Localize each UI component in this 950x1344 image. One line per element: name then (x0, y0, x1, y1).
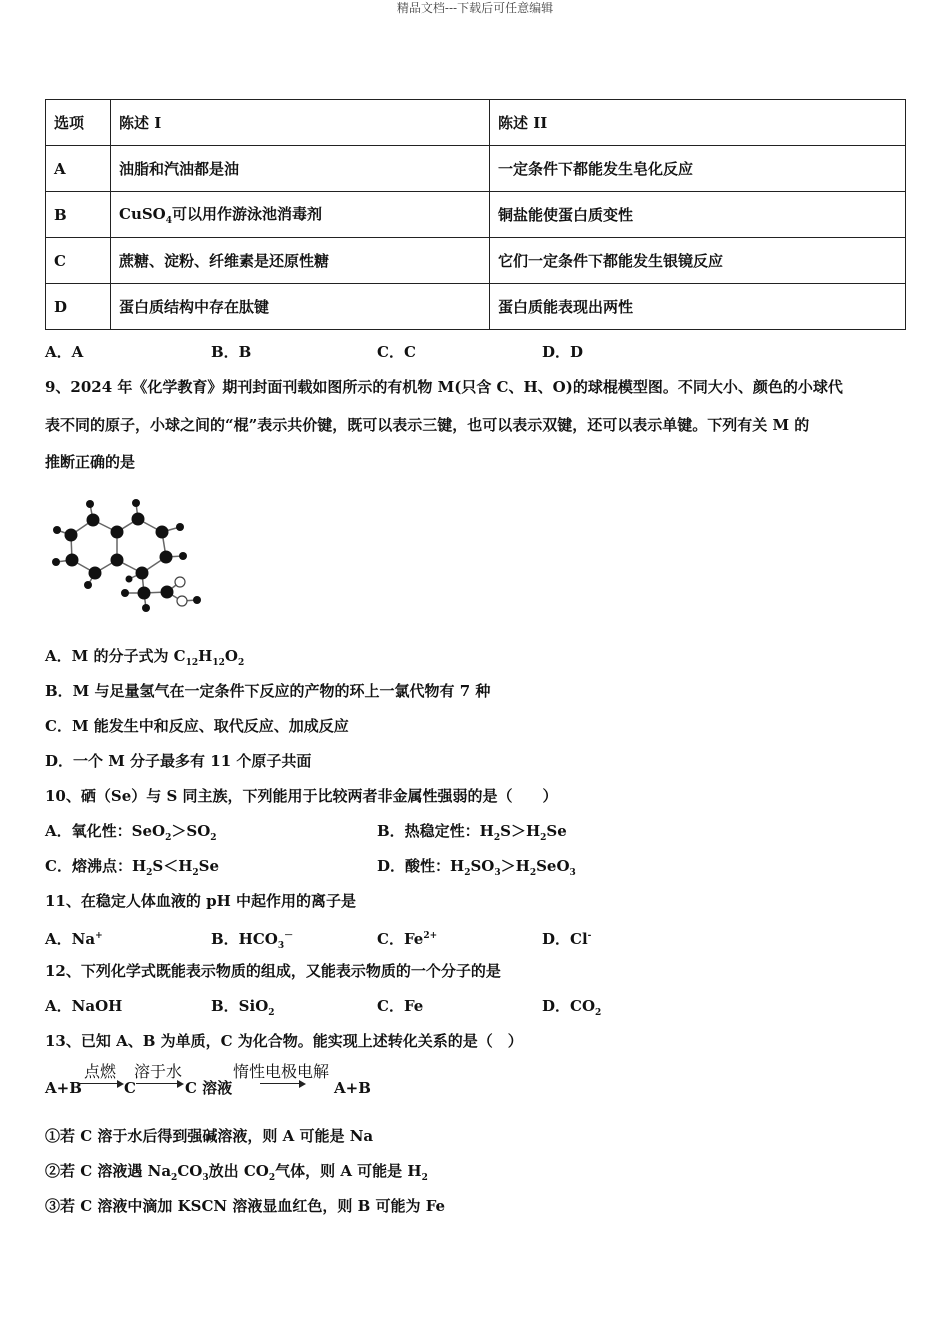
row-statement-1: CuSO$_4$可以用作游泳池消毒剂 (111, 192, 490, 238)
regenerated-ab: A+B (334, 1079, 371, 1097)
row-key: A (46, 146, 111, 192)
q10-option-c: C．熔沸点：$H_2S<H_2Se$ (45, 857, 220, 878)
arrow-label-dissolve: 溶于水 (134, 1062, 183, 1081)
q8-table (45, 99, 906, 330)
row-statement-2: 蛋白质能表现出两性 (490, 284, 906, 330)
q13-statement-1: ①若 C 溶于水后得到强碱溶液，则 A 可能是 Na (45, 1127, 374, 1145)
row-key: D (46, 284, 111, 330)
q8-option-d: D．D (542, 343, 584, 361)
arrow-label-electrolysis: 惰性电极电解 (233, 1062, 330, 1081)
q12-option-b: B．SiO$_2$ (211, 997, 275, 1018)
q8-option-b: B．B (211, 343, 252, 361)
row-statement-2: 一定条件下都能发生皂化反应 (490, 146, 906, 192)
q12-option-d: D．$CO_2$ (542, 997, 602, 1018)
table-header-row (46, 100, 906, 146)
q9-option-c: C．M 能发生中和反应、取代反应、加成反应 (45, 717, 349, 735)
table-row (46, 146, 906, 192)
q11-stem: 11、在稳定人体血液的 pH 中起作用的离子是 (45, 892, 356, 910)
q9-stem-line-3: 推断正确的是 (45, 453, 136, 471)
q9-option-a: A．M 的分子式为 $C_{12}H_{12}O_2$ (45, 647, 245, 668)
reactant-ab: A+B (45, 1079, 82, 1097)
q10-stem: 10、硒（Se）与 S 同主族，下列能用于比较两者非金属性强弱的是（ ） (45, 787, 558, 805)
q9-option-d: D．一个 M 分子最多有 11 个原子共面 (45, 752, 312, 770)
arrow-3 (260, 1083, 304, 1084)
arrow-1 (78, 1083, 122, 1084)
header-statement-1: 陈述 I (111, 100, 490, 146)
q8-option-c: C．C (377, 343, 416, 361)
q9-stem-line-2: 表不同的原子，小球之间的“棍”表示共价键，既可以表示三键，也可以表示双键，还可以表示单键。下列有关 M 的 (45, 416, 810, 434)
q8-option-a: A．A (45, 343, 84, 361)
arrow-label-ignite: 点燃 (84, 1062, 117, 1081)
q12-option-a: A．NaOH (45, 997, 123, 1015)
row-statement-1: 蔗糖、淀粉、纤维素是还原性糖 (111, 238, 490, 284)
row-statement-2: 铜盐能使蛋白质变性 (490, 192, 906, 238)
q13-statement-3: ③若 C 溶液中滴加 KSCN 溶液显血红色，则 B 可能为 Fe (45, 1197, 446, 1215)
table-row (46, 238, 906, 284)
q10-option-d: D．酸性：$H_2SO_3>H_2SeO_3$ (377, 857, 576, 878)
q11-option-a: A．Na+ (45, 930, 103, 948)
product-c: C (124, 1079, 136, 1097)
q11-option-b: B．$HCO_3^-$ (211, 930, 294, 951)
q10-option-a: A．氧化性：$SeO_2>SO_2$ (45, 822, 217, 843)
row-statement-1: 蛋白质结构中存在肽键 (111, 284, 490, 330)
row-statement-1: 油脂和汽油都是油 (111, 146, 490, 192)
q9-stem-line-1: 9、2024 年《化学教育》期刊封面刊载如图所示的有机物 M(只含 C、H、O)的球棍模型图。不同大小、颜色的小球代 (45, 378, 843, 396)
q13-statement-2: ②若 C 溶液遇 $Na_2CO_3$放出 $CO_2$气体，则 A 可能是 $H_2$ (45, 1162, 428, 1183)
header-statement-2: 陈述 II (490, 100, 906, 146)
q10-option-b: B．热稳定性：$H_2S>H_2Se$ (377, 822, 567, 843)
row-statement-2: 它们一定条件下都能发生银镜反应 (490, 238, 906, 284)
q11-option-c: C．$Fe^{2+}$ (377, 930, 438, 948)
table-row (46, 284, 906, 330)
header-option: 选项 (46, 100, 111, 146)
q12-stem: 12、下列化学式既能表示物质的组成，又能表示物质的一个分子的是 (45, 962, 501, 980)
table-row (46, 192, 906, 238)
ball-and-stick-model (40, 490, 215, 620)
row-key: B (46, 192, 111, 238)
q9-option-b: B．M 与足量氢气在一定条件下反应的产物的环上一氯代物有 7 种 (45, 682, 491, 700)
q11-option-d: D．Cl- (542, 930, 592, 948)
q12-option-c: C．Fe (377, 997, 424, 1015)
c-solution: C 溶液 (185, 1079, 233, 1097)
q13-stem: 13、已知 A、B 为单质，C 为化合物。能实现上述转化关系的是（ ） (45, 1032, 523, 1050)
page-header: 精品文档---下载后可任意编辑 (396, 1, 554, 15)
arrow-2 (136, 1083, 182, 1084)
row-key: C (46, 238, 111, 284)
